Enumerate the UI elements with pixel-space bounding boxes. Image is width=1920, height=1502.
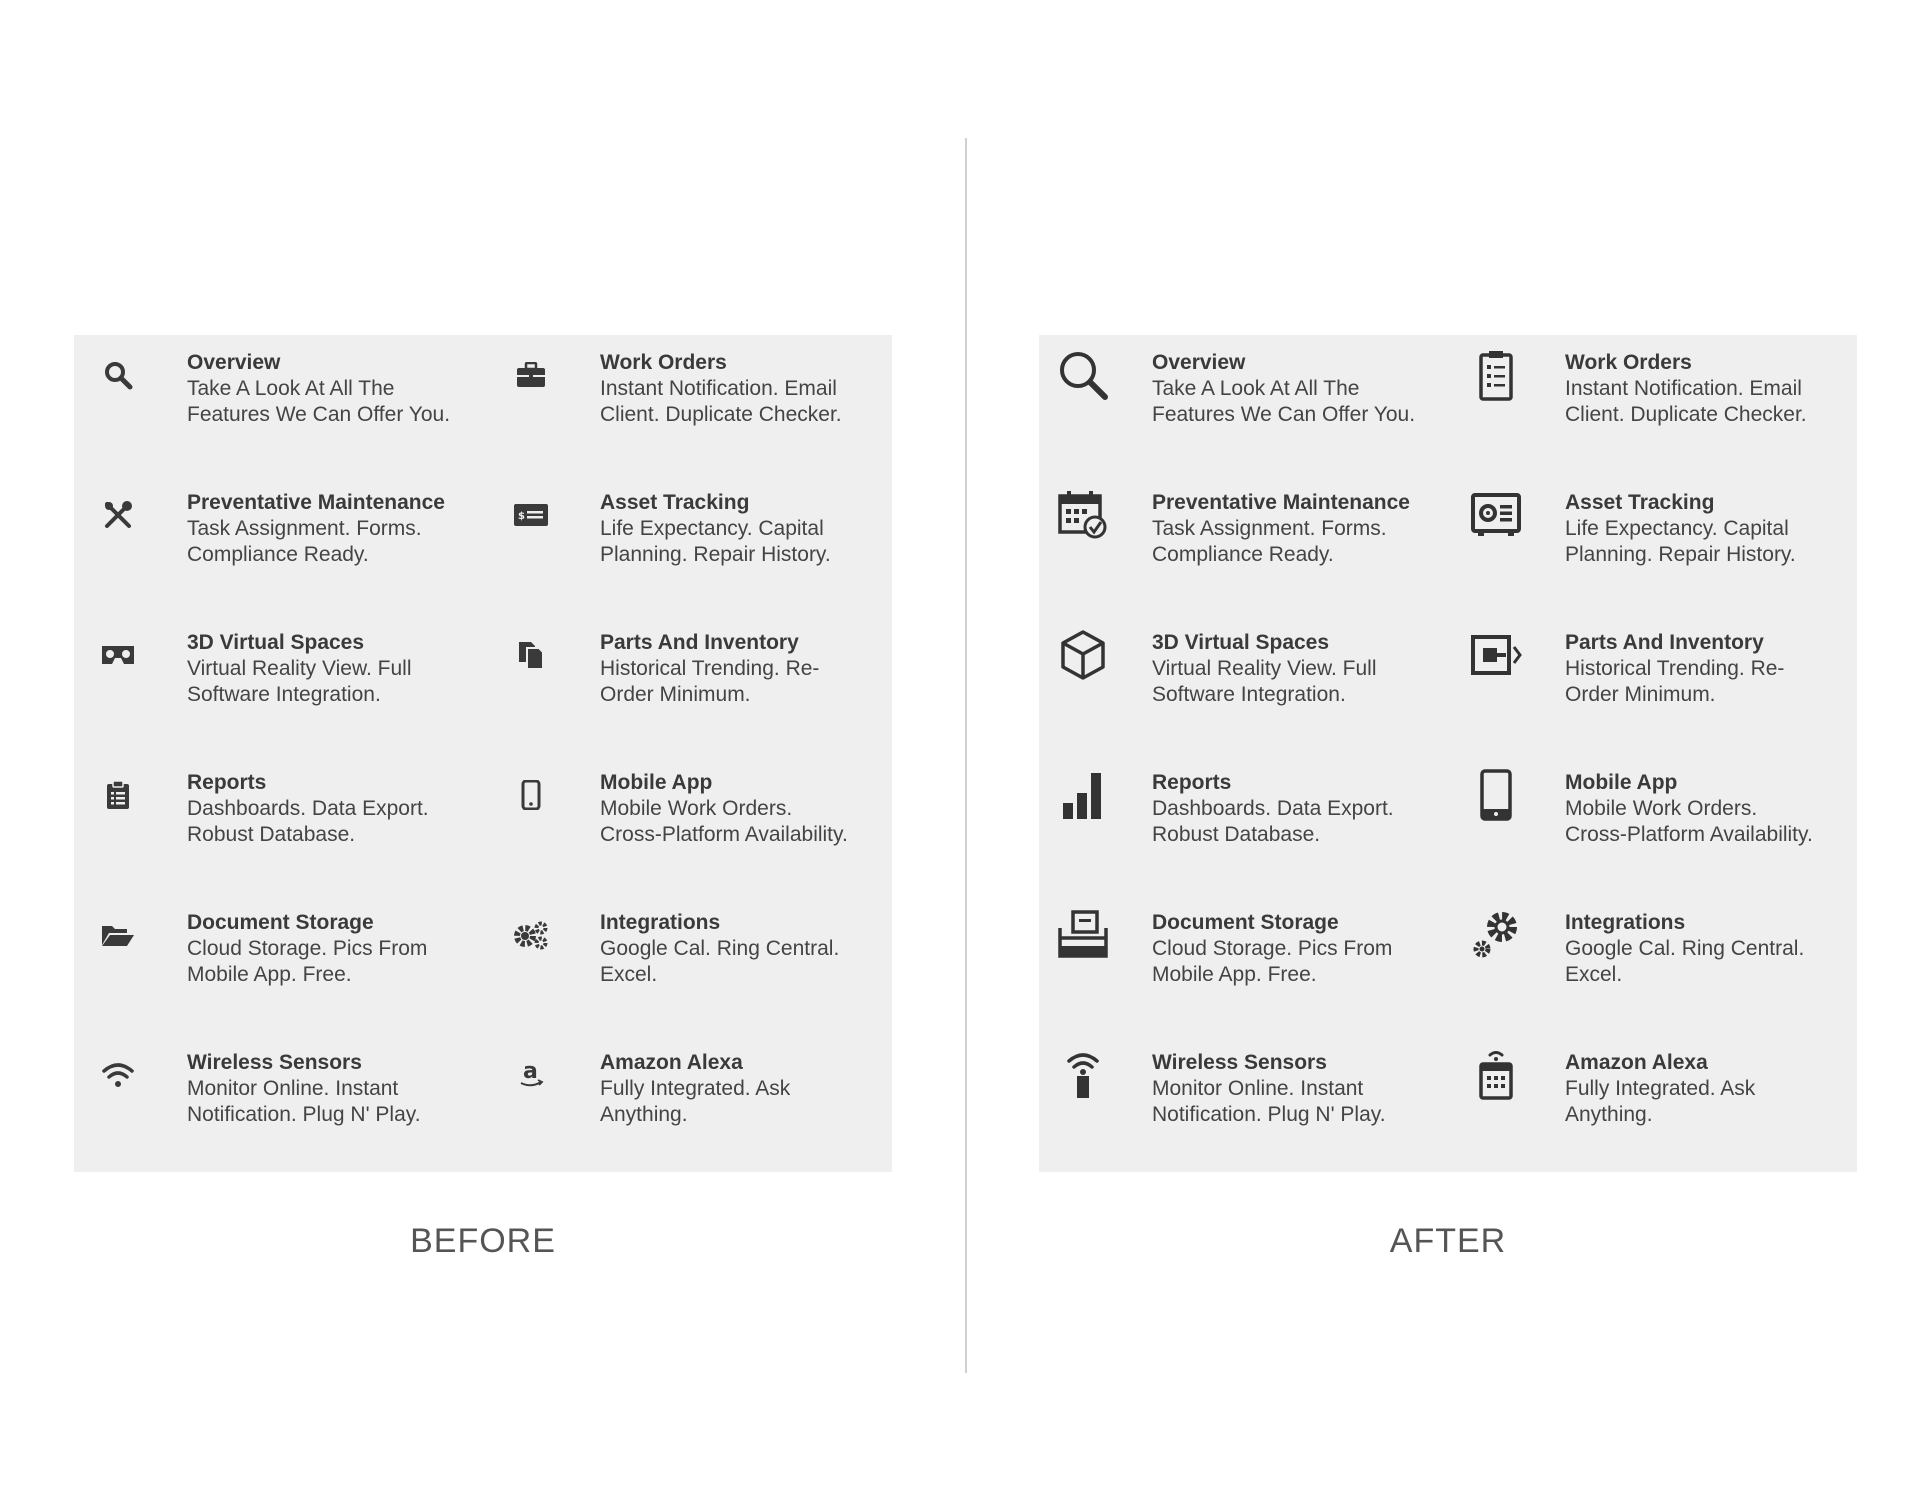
calendar-check-icon xyxy=(1055,487,1111,543)
feature-desc-line2: Features We Can Offer You. xyxy=(187,403,451,426)
smart-device-icon xyxy=(1468,1047,1524,1103)
feature-work-orders xyxy=(1452,335,1862,455)
feature-desc-line2: Features We Can Offer You. xyxy=(1152,403,1416,426)
box-arrow-icon xyxy=(1468,627,1524,683)
feature-desc-line1: Life Expectancy. Capital xyxy=(1565,517,1789,540)
feature-desc-line1: Instant Notification. Email xyxy=(600,377,837,400)
feature-title: Overview xyxy=(187,351,281,374)
svg-text:$: $ xyxy=(518,511,525,522)
cube-icon xyxy=(1055,627,1111,683)
feature-desc-line2: Robust Database. xyxy=(187,823,356,846)
magnifier-outline-icon xyxy=(1055,347,1111,403)
feature-desc-line1: Task Assignment. Forms. xyxy=(187,517,422,540)
feature-title: Overview xyxy=(1152,351,1246,374)
feature-desc-line2: Notification. Plug N' Play. xyxy=(187,1103,421,1126)
sensor-icon xyxy=(1055,1047,1111,1103)
feature-title: Parts And Inventory xyxy=(600,631,799,654)
feature-desc-line1: Task Assignment. Forms. xyxy=(1152,517,1387,540)
feature-desc-line2: Software Integration. xyxy=(187,683,381,706)
cogs-icon xyxy=(503,907,559,963)
feature-title: Mobile App xyxy=(600,771,713,794)
feature-preventative-maintenance xyxy=(1039,475,1449,595)
feature-desc-line1: Life Expectancy. Capital xyxy=(600,517,824,540)
feature-desc-line1: Fully Integrated. Ask xyxy=(1565,1077,1756,1100)
feature-title: Work Orders xyxy=(600,351,727,374)
feature-desc-line2: Order Minimum. xyxy=(600,683,751,706)
feature-title: Integrations xyxy=(1565,911,1686,934)
feature-desc-line2: Compliance Ready. xyxy=(187,543,369,566)
folder-open-icon xyxy=(90,907,146,963)
feature-desc-line2: Anything. xyxy=(600,1103,688,1126)
svg-text:a: a xyxy=(523,1060,538,1084)
feature-overview xyxy=(74,335,484,455)
feature-desc-line1: Mobile Work Orders. xyxy=(600,797,793,820)
feature-3d-virtual-spaces xyxy=(1039,615,1449,735)
feature-desc-line1: Cloud Storage. Pics From xyxy=(1152,937,1393,960)
feature-document-storage xyxy=(1039,895,1449,1015)
safe-icon xyxy=(1468,487,1524,543)
document-tray-icon xyxy=(1055,907,1111,963)
briefcase-icon xyxy=(503,347,559,403)
vr-headset-icon xyxy=(90,627,146,683)
wifi-icon xyxy=(90,1047,146,1103)
feature-desc-line1: Dashboards. Data Export. xyxy=(187,797,429,820)
feature-desc-line1: Virtual Reality View. Full xyxy=(187,657,412,680)
feature-desc-line1: Virtual Reality View. Full xyxy=(1152,657,1377,680)
mobile-phone-icon xyxy=(1468,767,1524,823)
feature-desc-line2: Cross-Platform Availability. xyxy=(1565,823,1813,846)
feature-desc-line2: Mobile App. Free. xyxy=(1152,963,1317,986)
clipboard-checklist-icon xyxy=(1468,347,1524,403)
feature-desc-line1: Historical Trending. Re- xyxy=(1565,657,1785,680)
clipboard-list-icon xyxy=(90,767,146,823)
feature-3d-virtual-spaces xyxy=(74,615,484,735)
feature-desc-line1: Monitor Online. Instant xyxy=(1152,1077,1364,1100)
before-caption: BEFORE xyxy=(410,1222,556,1260)
feature-title: Asset Tracking xyxy=(600,491,750,514)
feature-asset-tracking xyxy=(487,475,897,595)
feature-mobile-app xyxy=(1452,755,1862,875)
after-caption: AFTER xyxy=(1389,1222,1507,1260)
feature-desc-line2: Order Minimum. xyxy=(1565,683,1716,706)
feature-desc-line2: Client. Duplicate Checker. xyxy=(600,403,842,426)
feature-work-orders xyxy=(487,335,897,455)
feature-title: Reports xyxy=(1152,771,1232,794)
after-panel xyxy=(1039,335,1857,1172)
feature-desc-line2: Robust Database. xyxy=(1152,823,1321,846)
feature-amazon-alexa xyxy=(487,1035,897,1155)
feature-title: Parts And Inventory xyxy=(1565,631,1764,654)
tools-icon xyxy=(90,487,146,543)
feature-title: Wireless Sensors xyxy=(1152,1051,1327,1074)
feature-title: 3D Virtual Spaces xyxy=(1152,631,1330,654)
search-icon xyxy=(90,347,146,403)
feature-desc-line2: Planning. Repair History. xyxy=(600,543,831,566)
before-panel xyxy=(74,335,892,1172)
feature-integrations xyxy=(487,895,897,1015)
feature-desc-line1: Take A Look At All The xyxy=(187,377,395,400)
feature-title: Reports xyxy=(187,771,267,794)
mobile-phone-icon xyxy=(503,767,559,823)
feature-title: Preventative Maintenance xyxy=(187,491,445,514)
feature-desc-line2: Compliance Ready. xyxy=(1152,543,1334,566)
feature-desc-line2: Client. Duplicate Checker. xyxy=(1565,403,1807,426)
feature-mobile-app xyxy=(487,755,897,875)
copy-documents-icon xyxy=(503,627,559,683)
feature-desc-line1: Dashboards. Data Export. xyxy=(1152,797,1394,820)
bar-chart-icon xyxy=(1055,767,1111,823)
feature-desc-line1: Google Cal. Ring Central. xyxy=(1565,937,1805,960)
feature-desc-line1: Historical Trending. Re- xyxy=(600,657,820,680)
feature-title: Asset Tracking xyxy=(1565,491,1715,514)
feature-desc-line2: Excel. xyxy=(600,963,658,986)
feature-desc-line1: Monitor Online. Instant xyxy=(187,1077,399,1100)
feature-document-storage xyxy=(74,895,484,1015)
feature-desc-line1: Take A Look At All The xyxy=(1152,377,1360,400)
feature-preventative-maintenance xyxy=(74,475,484,595)
feature-overview xyxy=(1039,335,1449,455)
feature-desc-line2: Anything. xyxy=(1565,1103,1653,1126)
feature-title: Mobile App xyxy=(1565,771,1678,794)
feature-wireless-sensors xyxy=(1039,1035,1449,1155)
feature-integrations xyxy=(1452,895,1862,1015)
feature-title: Amazon Alexa xyxy=(1565,1051,1708,1074)
feature-title: Integrations xyxy=(600,911,721,934)
feature-wireless-sensors xyxy=(74,1035,484,1155)
feature-reports xyxy=(74,755,484,875)
feature-title: Document Storage xyxy=(1152,911,1339,934)
vertical-divider xyxy=(965,138,967,1373)
feature-title: 3D Virtual Spaces xyxy=(187,631,365,654)
feature-parts-and-inventory xyxy=(487,615,897,735)
feature-desc-line1: Google Cal. Ring Central. xyxy=(600,937,840,960)
feature-title: Work Orders xyxy=(1565,351,1692,374)
gears-icon xyxy=(1468,907,1524,963)
feature-title: Document Storage xyxy=(187,911,374,934)
feature-desc-line1: Fully Integrated. Ask xyxy=(600,1077,791,1100)
feature-desc-line1: Mobile Work Orders. xyxy=(1565,797,1758,820)
feature-desc-line2: Planning. Repair History. xyxy=(1565,543,1796,566)
feature-desc-line1: Cloud Storage. Pics From xyxy=(187,937,428,960)
feature-title: Preventative Maintenance xyxy=(1152,491,1410,514)
feature-title: Amazon Alexa xyxy=(600,1051,743,1074)
feature-desc-line2: Mobile App. Free. xyxy=(187,963,352,986)
feature-desc-line2: Cross-Platform Availability. xyxy=(600,823,848,846)
feature-desc-line2: Excel. xyxy=(1565,963,1623,986)
feature-asset-tracking xyxy=(1452,475,1862,595)
feature-parts-and-inventory xyxy=(1452,615,1862,735)
feature-desc-line2: Software Integration. xyxy=(1152,683,1346,706)
feature-title: Wireless Sensors xyxy=(187,1051,362,1074)
money-card-icon xyxy=(503,487,559,543)
feature-amazon-alexa xyxy=(1452,1035,1862,1155)
amazon-logo-icon xyxy=(503,1047,559,1103)
feature-desc-line2: Notification. Plug N' Play. xyxy=(1152,1103,1386,1126)
feature-reports xyxy=(1039,755,1449,875)
feature-desc-line1: Instant Notification. Email xyxy=(1565,377,1802,400)
